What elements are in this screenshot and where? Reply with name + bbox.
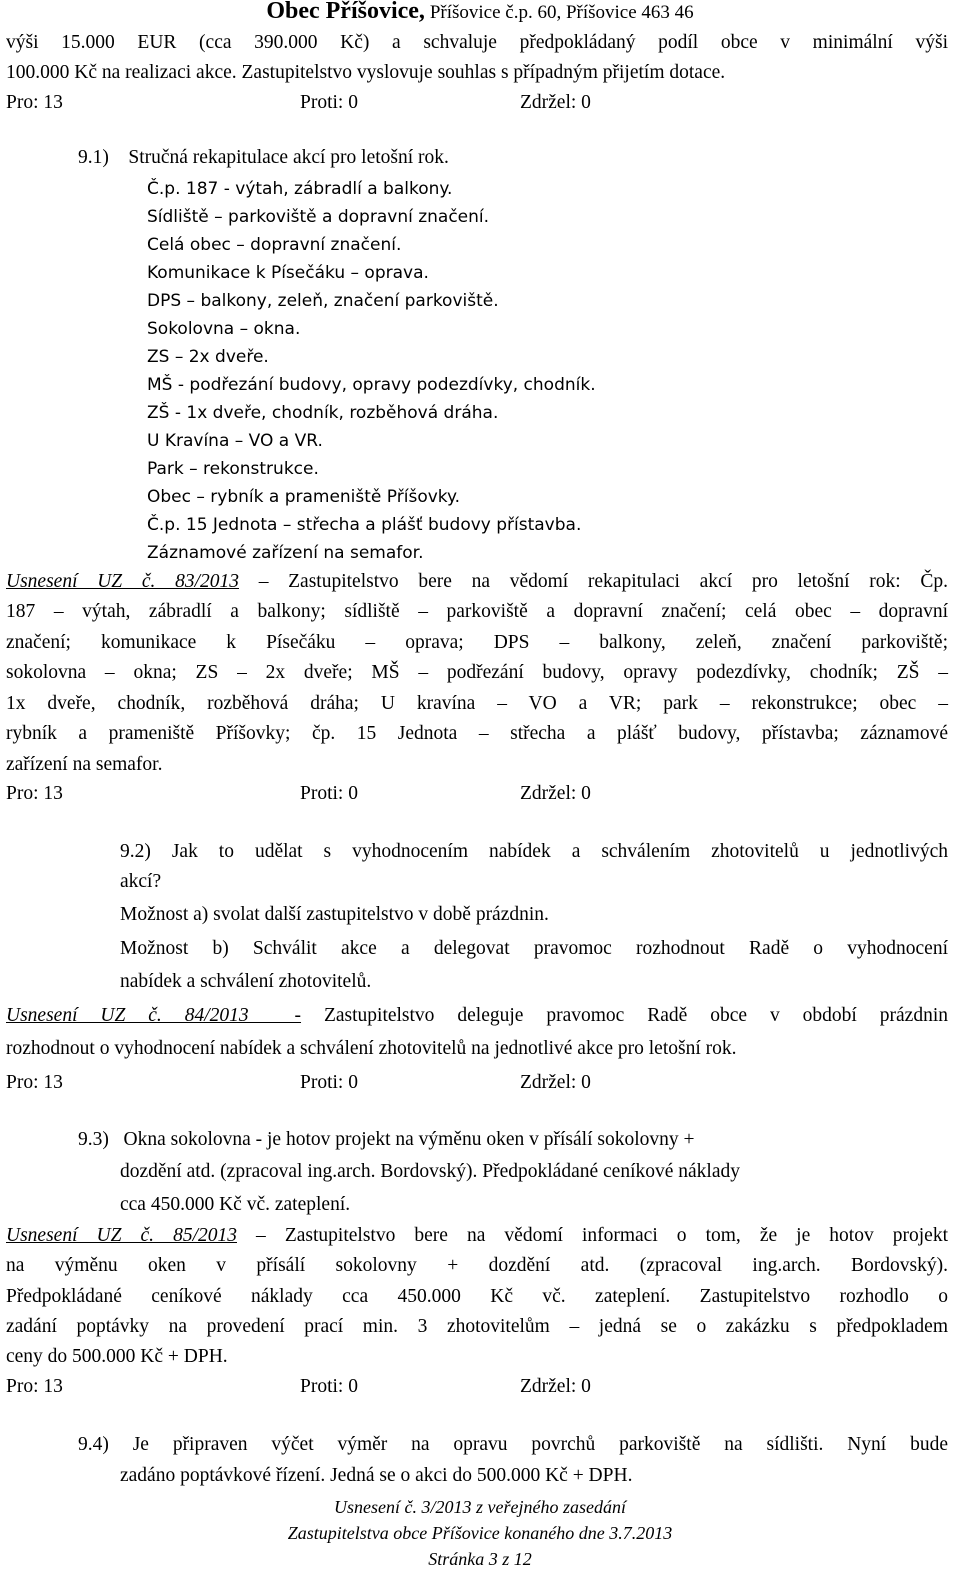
vote-proti: Proti: 0 xyxy=(300,1072,358,1093)
section-9-2-line-1: 9.2) Jak to udělat s vyhodnocením nabídek a schválením zhotovitelů u jednotlivých xyxy=(120,841,948,862)
footer-line-1: Usnesení č. 3/2013 z veřejného zasedání xyxy=(334,1497,626,1517)
section-9-4-line-2: zadáno poptávkové řízení. Jedná se o akci do 500.000 Kč + DPH. xyxy=(120,1465,633,1486)
resolution-83-line-4: sokolovna – okna; ZS – 2x dveře; MŠ – podřezání budovy, opravy podezdívky, chodník; ZŠ – xyxy=(6,662,948,683)
list-item: Komunikace k Písečáku – oprava. xyxy=(147,263,429,283)
footer-page-number: Stránka 3 z 12 xyxy=(428,1549,532,1569)
section-9-2-line-4: Možnost b) Schválit akce a delegovat pravomoc rozhodnout Radě o vyhodnocení xyxy=(120,938,948,959)
list-item: Č.p. 187 - výtah, zábradlí a balkony. xyxy=(147,179,453,199)
resolution-85-text: – Zastupitelstvo bere na vědomí informaci o tom, že je hotov projekt xyxy=(237,1225,948,1246)
resolution-84-line-2: rozhodnout o vyhodnocení nabídek a schválení zhotovitelů na jednotlivé akce pro letošní rok. xyxy=(6,1038,737,1059)
vote-pro: Pro: 13 xyxy=(6,1376,63,1397)
resolution-83-text: – Zastupitelstvo bere na vědomí rekapitulaci akcí pro letošní rok: Čp. xyxy=(238,571,948,592)
vote-pro: Pro: 13 xyxy=(6,92,63,113)
page-header xyxy=(0,0,960,24)
vote-row-1 xyxy=(0,91,960,115)
resolution-83-line-1 xyxy=(6,570,948,594)
resolution-85-line-3: Předpokládané ceníkové náklady cca 450.000 Kč vč. zateplení. Zastupitelstvo rozhodlo o xyxy=(6,1286,948,1307)
intro-line-1: výši 15.000 EUR (cca 390.000 Kč) a schvaluje předpokládaný podíl obce v minimální výši xyxy=(6,32,948,53)
resolution-83-line-6: rybník a prameniště Příšovky; čp. 15 Jednota – střecha a plášť budovy, přístavba; záznamové xyxy=(6,723,948,744)
section-9-2-line-3: Možnost a) svolat další zastupitelstvo v době prázdnin. xyxy=(120,904,549,925)
resolution-83-line-3: značení; komunikace k Písečáku – oprava; DPS – balkony, zeleň, značení parkoviště; xyxy=(6,632,948,653)
resolution-85-line-4: zadání poptávky na provedení prací min. 3 zhotovitelům – jedná se o zakázku s předpokladem xyxy=(6,1316,948,1337)
section-9-2-line-2: akcí? xyxy=(120,871,162,892)
section-9-3-line-2: dozdění atd. (zpracoval ing.arch. Bordovský). Předpokládané ceníkové náklady xyxy=(120,1161,740,1182)
vote-pro: Pro: 13 xyxy=(6,783,63,804)
list-item: Č.p. 15 Jednota – střecha a plášť budovy přístavba. xyxy=(147,515,582,535)
header-address: Příšovice č.p. 60, Příšovice 463 46 xyxy=(429,2,694,23)
resolution-83-line-7: zařízení na semafor. xyxy=(6,754,163,775)
intro-line-2: 100.000 Kč na realizaci akce. Zastupitelstvo vyslovuje souhlas s případným přijetím dotace. xyxy=(6,62,726,83)
vote-zdrzel: Zdržel: 0 xyxy=(520,1376,591,1397)
resolution-85-line-5: ceny do 500.000 Kč + DPH. xyxy=(6,1346,228,1367)
list-item: Sídliště – parkoviště a dopravní značení. xyxy=(147,207,490,227)
vote-proti: Proti: 0 xyxy=(300,92,358,113)
resolution-84-line-1 xyxy=(6,1004,948,1028)
vote-zdrzel: Zdržel: 0 xyxy=(520,783,591,804)
resolution-84-label: Usnesení UZ č. 84/2013 - xyxy=(6,1005,302,1026)
resolution-85-line-2: na výměnu oken v přísálí sokolovny + dozdění atd. (zpracoval ing.arch. Bordovský). xyxy=(6,1255,948,1276)
list-item: Záznamové zařízení na semafor. xyxy=(147,543,424,563)
resolution-85-label: Usnesení UZ č. 85/2013 xyxy=(6,1225,237,1246)
section-9-3-line-1: 9.3) Okna sokolovna - je hotov projekt na výměnu oken v přísálí sokolovny + xyxy=(78,1129,695,1150)
vote-proti: Proti: 0 xyxy=(300,783,358,804)
resolution-83-line-2: 187 – výtah, zábradlí a balkony; sídliště – parkoviště a dopravní značení; celá obec – dopravní xyxy=(6,601,948,622)
vote-pro: Pro: 13 xyxy=(6,1072,63,1093)
section-9-2-line-5: nabídek a schválení zhotovitelů. xyxy=(120,971,372,992)
list-item: Park – rekonstrukce. xyxy=(147,459,319,479)
list-item: DPS – balkony, zeleň, značení parkoviště. xyxy=(147,291,499,311)
list-item: U Kravína – VO a VR. xyxy=(147,431,323,451)
section-9-3-line-3: cca 450.000 Kč vč. zateplení. xyxy=(120,1194,351,1215)
list-item: MŠ - podřezání budovy, opravy podezdívky, chodník. xyxy=(147,375,596,395)
vote-row-2 xyxy=(0,782,960,806)
resolution-83-line-5: 1x dveře, chodník, rozběhová dráha; U kravína – VO a VR; park – rekonstrukce; obec – xyxy=(6,693,948,714)
list-item: Celá obec – dopravní značení. xyxy=(147,235,402,255)
resolution-83-label: Usnesení UZ č. 83/2013 xyxy=(6,571,239,592)
resolution-85-line-1 xyxy=(6,1224,948,1248)
list-item: ZŠ - 1x dveře, chodník, rozběhová dráha. xyxy=(147,403,499,423)
footer-line-2: Zastupitelstva obce Příšovice konaného dne 3.7.2013 xyxy=(287,1523,673,1543)
header-title: Obec Příšovice, xyxy=(266,0,425,24)
vote-zdrzel: Zdržel: 0 xyxy=(520,1072,591,1093)
list-item: Obec – rybník a prameniště Příšovky. xyxy=(147,487,461,507)
vote-proti: Proti: 0 xyxy=(300,1376,358,1397)
section-9-4-line-1: 9.4) Je připraven výčet výměr na opravu povrchů parkoviště na sídlišti. Nyní bude xyxy=(78,1434,948,1455)
vote-row-4 xyxy=(0,1375,960,1399)
list-item: Sokolovna – okna. xyxy=(147,319,301,339)
vote-row-3 xyxy=(0,1071,960,1095)
list-item: ZS – 2x dveře. xyxy=(147,347,269,367)
vote-zdrzel: Zdržel: 0 xyxy=(520,92,591,113)
section-9-1-heading: 9.1) Stručná rekapitulace akcí pro letošní rok. xyxy=(78,147,449,168)
resolution-84-text: Zastupitelstvo deleguje pravomoc Radě obce v období prázdnin xyxy=(301,1005,948,1026)
